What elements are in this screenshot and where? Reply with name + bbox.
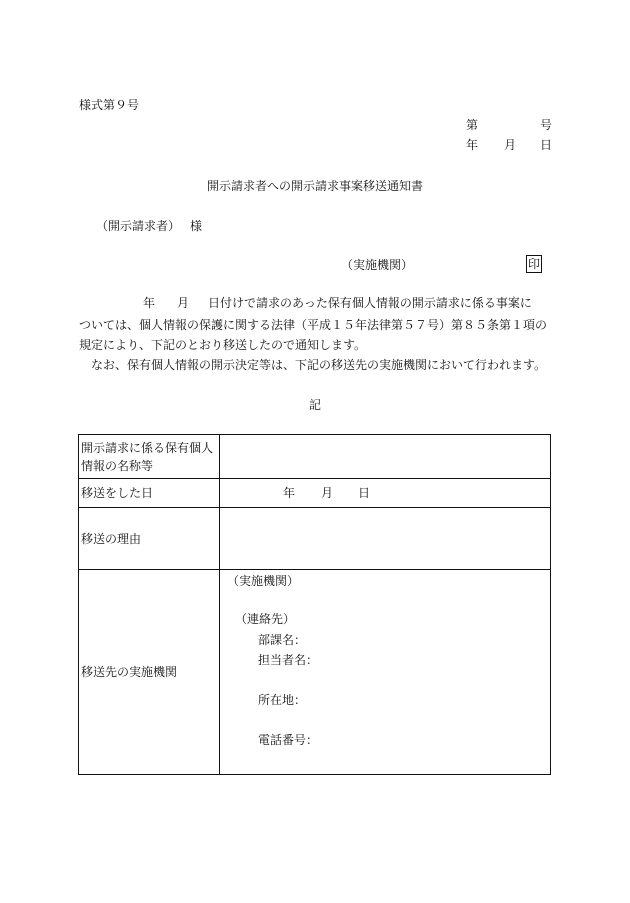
row2-day: 日 <box>358 486 371 500</box>
row-transfer-date <box>79 479 551 508</box>
row1-label-line1: 開示請求に係る保有個人 <box>81 440 214 455</box>
row1-value <box>220 435 551 479</box>
document-title: 開示請求者への開示請求事案移送通知書 <box>206 179 423 193</box>
row2-year: 年 <box>283 486 296 500</box>
notice-table <box>78 434 551 775</box>
form-number: 様式第９号 <box>79 98 140 112</box>
issuer-label: （実施機関） <box>341 258 414 272</box>
row1-label-line2: 情報の名称等 <box>81 458 154 473</box>
row-reason <box>79 508 551 570</box>
ki-heading: 記 <box>308 398 321 412</box>
seal-stamp: 印 <box>527 257 540 271</box>
row-destination <box>79 570 551 775</box>
row2-value <box>220 479 551 508</box>
body-para2: なお、保有個人情報の開示決定等は、下記の移送先の実施機関において行われます。 <box>91 358 547 372</box>
row1-label <box>79 435 220 479</box>
number-suffix: 号 <box>540 118 553 132</box>
row4-value <box>220 570 551 775</box>
row4-agency: （実施機関） <box>227 574 300 588</box>
row-info-name <box>79 435 551 479</box>
date-day: 日 <box>540 138 553 152</box>
body-line3: 規定により、下記のとおり移送したので通知します。 <box>79 338 367 352</box>
row4-phone: 電話番号： <box>258 733 319 747</box>
row3-label: 移送の理由 <box>79 508 220 570</box>
row4-dept: 部課名： <box>258 633 307 647</box>
row4-label: 移送先の実施機関 <box>79 570 220 775</box>
row4-contact: （連絡先） <box>235 612 296 626</box>
body-line1: 日付けで請求のあった保有個人情報の開示請求に係る事案に <box>208 296 532 310</box>
row4-person: 担当者名： <box>258 653 319 667</box>
body-month: 月 <box>177 296 190 310</box>
row2-label: 移送をした日 <box>79 479 220 508</box>
date-year: 年 <box>466 138 479 152</box>
addressee-honorific: 様 <box>190 219 203 233</box>
row2-month: 月 <box>321 486 334 500</box>
row4-address: 所在地： <box>258 693 307 707</box>
body-year: 年 <box>143 296 156 310</box>
date-month: 月 <box>504 138 517 152</box>
number-prefix: 第 <box>466 118 479 132</box>
row3-value <box>220 508 551 570</box>
addressee-label: （開示請求者） <box>96 219 181 233</box>
body-line2: ついては、個人情報の保護に関する法律（平成１５年法律第５７号）第８５条第１項の <box>79 318 548 332</box>
